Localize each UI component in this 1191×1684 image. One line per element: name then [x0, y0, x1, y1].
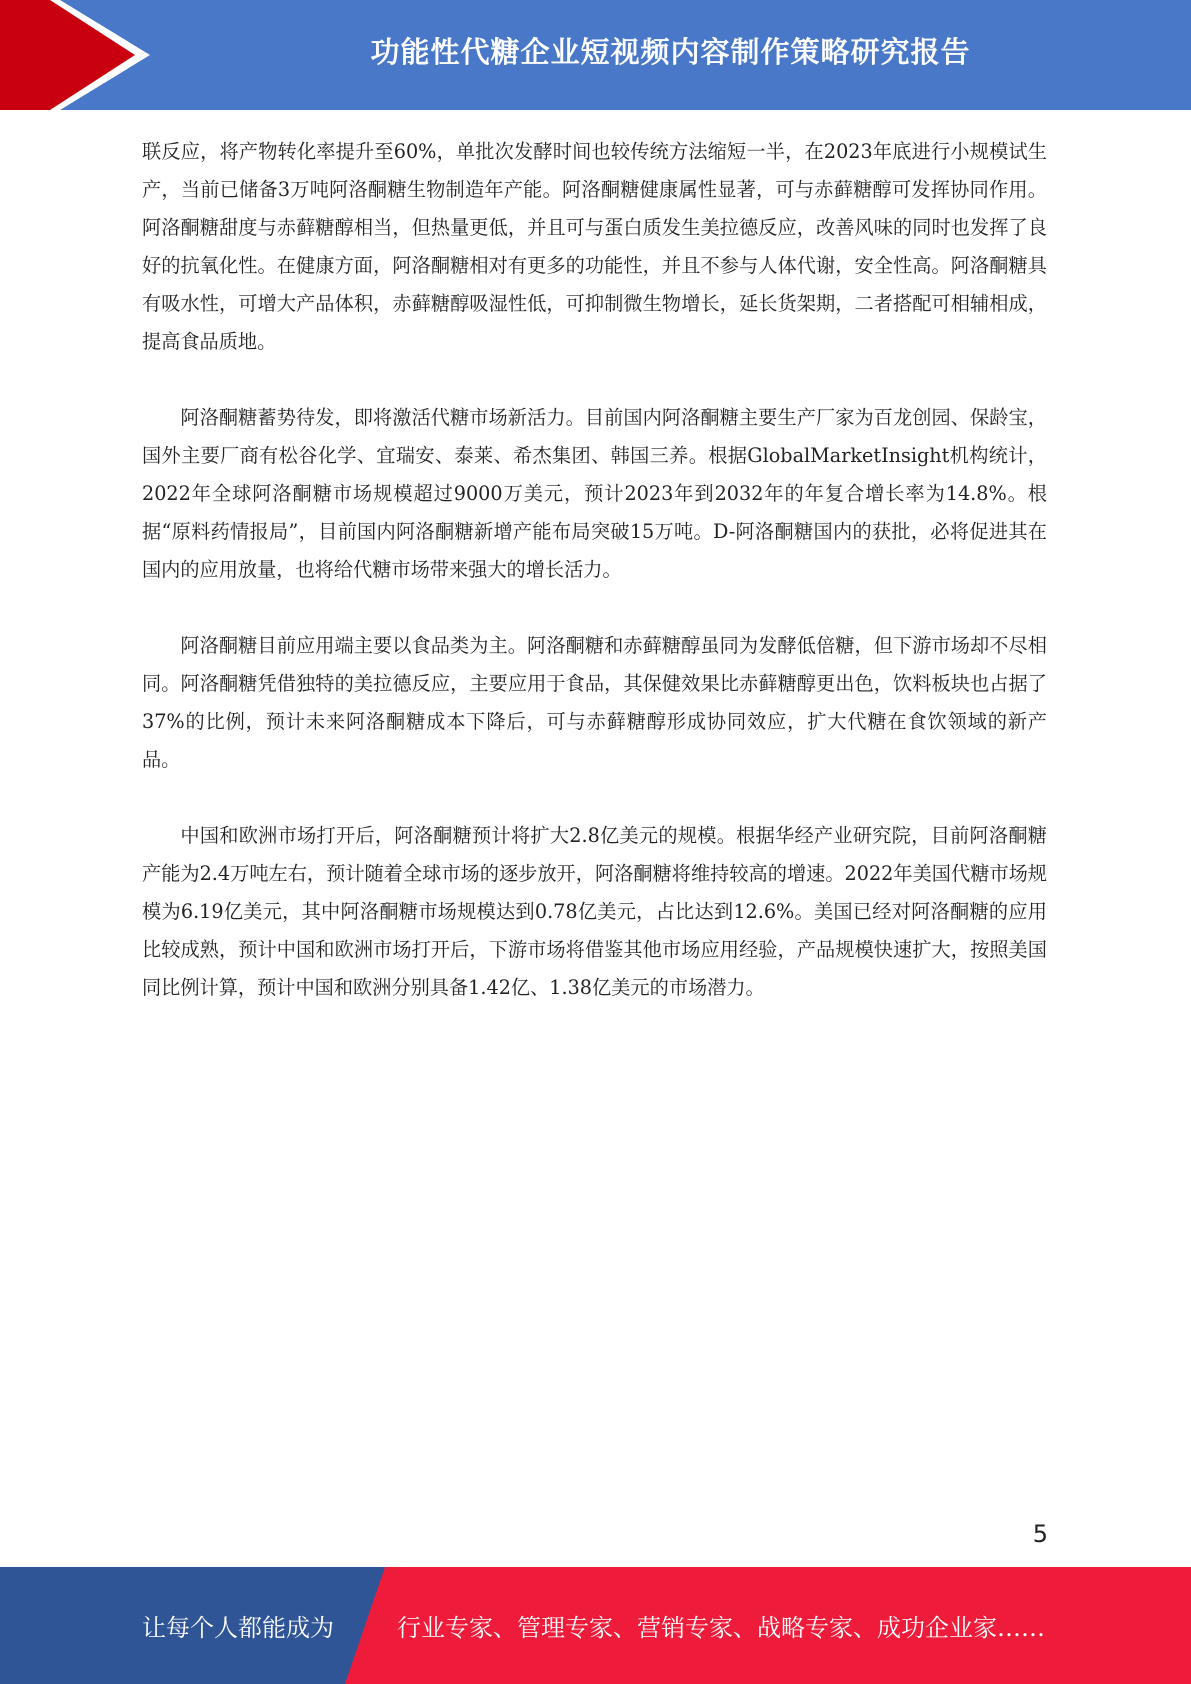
header-banner	[0, 0, 1191, 110]
paragraph-4: 中国和欧洲市场打开后，阿洛酮糖预计将扩大2.8亿美元的规模。根据华经产业研究院，目前阿洛酮糖产能为2.4万吨左右，预计随着全球市场的逐步放开，阿洛酮糖将维持较高的增速。2022年美国代糖市场规模为6.19亿美元，其中阿洛酮糖市场规模达到0.78亿美元，占比达到12.6%。美国已经对阿洛酮糖的应用比较成熟，预计中国和欧洲市场打开后，下游市场将借鉴其他市场应用经验，产品规模快速扩大，按照美国同比例计算，预计中国和欧洲分别具备1.42亿、1.38亿美元的市场潜力。	[142, 824, 1047, 999]
footer-slogan-right: 行业专家、管理专家、营销专家、战略专家、成功企业家……	[397, 1614, 1045, 1642]
paragraph-1: 联反应，将产物转化率提升至60%，单批次发酵时间也较传统方法缩短一半，在2023年底进行小规模试生产，当前已储备3万吨阿洛酮糖生物制造年产能。阿洛酮糖健康属性显著，可与赤藓糖醇可发挥协同作用。阿洛酮糖甜度与赤藓糖醇相当，但热量更低，并且可与蛋白质发生美拉德反应，改善风味的同时也发挥了良好的抗氧化性。在健康方面，阿洛酮糖相对有更多的功能性，并且不参与人体代谢，安全性高。阿洛酮糖具有吸水性，可增大产品体积，赤藓糖醇吸湿性低，可抑制微生物增长，延长货架期，二者搭配可相辅相成，提高食品质地。	[142, 140, 1047, 353]
footer-slogan-left: 让每个人都能成为	[142, 1614, 334, 1642]
paragraph-3: 阿洛酮糖目前应用端主要以食品类为主。阿洛酮糖和赤藓糖醇虽同为发酵低倍糖，但下游市场却不尽相同。阿洛酮糖凭借独特的美拉德反应，主要应用于食品，其保健效果比赤藓糖醇更出色，饮料板块也占据了37%的比例，预计未来阿洛酮糖成本下降后，可与赤藓糖醇形成协同效应，扩大代糖在食饮领域的新产品。	[142, 634, 1047, 771]
paragraph-2: 阿洛酮糖蓄势待发，即将激活代糖市场新活力。目前国内阿洛酮糖主要生产厂家为百龙创园、保龄宝，国外主要厂商有松谷化学、宜瑞安、泰莱、希杰集团、韩国三养。根据GlobalMarketInsight机构统计，2022年全球阿洛酮糖市场规模超过9000万美元，预计2023年到2032年的年复合增长率为14.8%。根据“原料药情报局”，目前国内阿洛酮糖新增产能布局突破15万吨。D-阿洛酮糖国内的获批，必将促进其在国内的应用放量，也将给代糖市场带来强大的增长活力。	[142, 406, 1047, 581]
page-title: 功能性代糖企业短视频内容制作策略研究报告	[370, 34, 971, 69]
document-body	[142, 133, 1047, 1045]
footer-banner	[0, 1567, 1191, 1684]
page-number: 5	[1032, 1520, 1048, 1548]
